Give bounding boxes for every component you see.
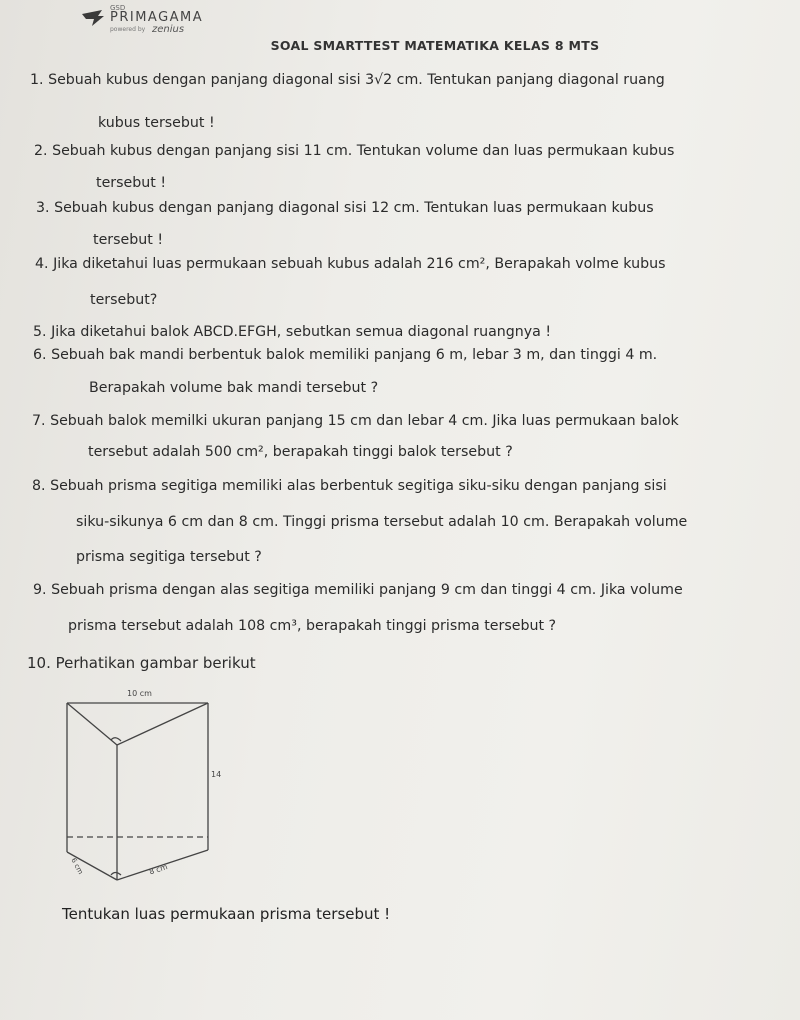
question-text: Sebuah kubus dengan panjang sisi 11 cm. Tentukan volume dan luas permukaan kubus — [52, 143, 675, 159]
question-number: 7. — [32, 413, 46, 429]
question-number: 5. — [33, 324, 47, 340]
top-right-edge — [117, 703, 208, 745]
label-height: 14 — [211, 770, 222, 779]
logo-brand: zenius — [152, 24, 185, 35]
question-1-line-2: kubus tersebut ! — [98, 115, 215, 131]
question-2-line-2: tersebut ! — [96, 175, 167, 191]
logo-name: PRIMAGAMA — [110, 10, 204, 25]
page-title: SOAL SMARTTEST MATEMATIKA KELAS 8 MTS — [270, 38, 600, 53]
question-9-line-2: prisma tersebut adalah 108 cm³, berapakah tinggi prisma tersebut ? — [68, 618, 557, 634]
question-number: 3. — [36, 200, 50, 216]
question-number: 1. — [30, 72, 44, 88]
question-10-line-1 — [27, 654, 256, 672]
label-top: 10 cm — [127, 689, 152, 698]
closing-instruction: Tentukan luas permukaan prisma tersebut ! — [62, 905, 391, 923]
question-text: Sebuah prisma segitiga memiliki alas berbentuk segitiga siku-siku dengan panjang sisi — [50, 478, 667, 494]
question-6-line-1 — [33, 347, 657, 363]
question-text: Perhatikan gambar berikut — [55, 654, 256, 672]
question-text: Sebuah bak mandi berbentuk balok memiliki panjang 6 m, lebar 3 m, dan tinggi 4 m. — [51, 347, 658, 363]
question-number: 9. — [33, 582, 47, 598]
question-text: Jika diketahui luas permukaan sebuah kubus adalah 216 cm², Berapakah volme kubus — [53, 256, 666, 272]
top-left-edge — [67, 703, 117, 745]
question-3-line-1 — [36, 200, 654, 216]
question-8-line-1 — [32, 478, 667, 494]
question-7-line-2: tersebut adalah 500 cm², berapakah tinggi balok tersebut ? — [88, 444, 513, 460]
question-1-line-1 — [30, 72, 665, 88]
primagama-logo — [82, 4, 242, 38]
question-7-line-1 — [32, 413, 679, 429]
logo-top-text: GSD — [110, 4, 126, 12]
question-text: Sebuah prisma dengan alas segitiga memiliki panjang 9 cm dan tinggi 4 cm. Jika volume — [51, 582, 683, 598]
question-text: Sebuah kubus dengan panjang diagonal sisi 3√2 cm. Tentukan panjang diagonal ruang — [48, 72, 665, 88]
question-4-line-1 — [35, 256, 665, 272]
question-number: 8. — [32, 478, 46, 494]
logo-wing-icon — [82, 10, 106, 26]
question-8-line-3: prisma segitiga tersebut ? — [76, 549, 262, 565]
question-text: Sebuah balok memilki ukuran panjang 15 cm dan lebar 4 cm. Jika luas permukaan balok — [50, 413, 679, 429]
question-9-line-1 — [33, 582, 683, 598]
triangular-prism-figure — [55, 685, 255, 895]
question-5-line-1 — [33, 324, 551, 340]
question-text: Jika diketahui balok ABCD.EFGH, sebutkan semua diagonal ruangnya ! — [51, 324, 552, 340]
question-4-line-2: tersebut? — [90, 292, 158, 308]
question-2-line-1 — [34, 143, 674, 159]
label-left: 6 cm — [69, 856, 85, 876]
question-number: 2. — [34, 143, 48, 159]
right-angle-mark-bottom — [111, 873, 121, 876]
logo-sub-text: powered by — [110, 26, 146, 33]
question-text: Sebuah kubus dengan panjang diagonal sisi 12 cm. Tentukan luas permukaan kubus — [54, 200, 654, 216]
question-8-line-2: siku-sikunya 6 cm dan 8 cm. Tinggi prisma tersebut adalah 10 cm. Berapakah volume — [76, 514, 688, 530]
question-number: 4. — [35, 256, 49, 272]
question-3-line-2: tersebut ! — [93, 232, 164, 248]
question-6-line-2: Berapakah volume bak mandi tersebut ? — [89, 380, 379, 396]
label-bottom: 8 cm — [148, 862, 169, 877]
question-number: 10. — [27, 654, 51, 672]
question-number: 6. — [33, 347, 47, 363]
